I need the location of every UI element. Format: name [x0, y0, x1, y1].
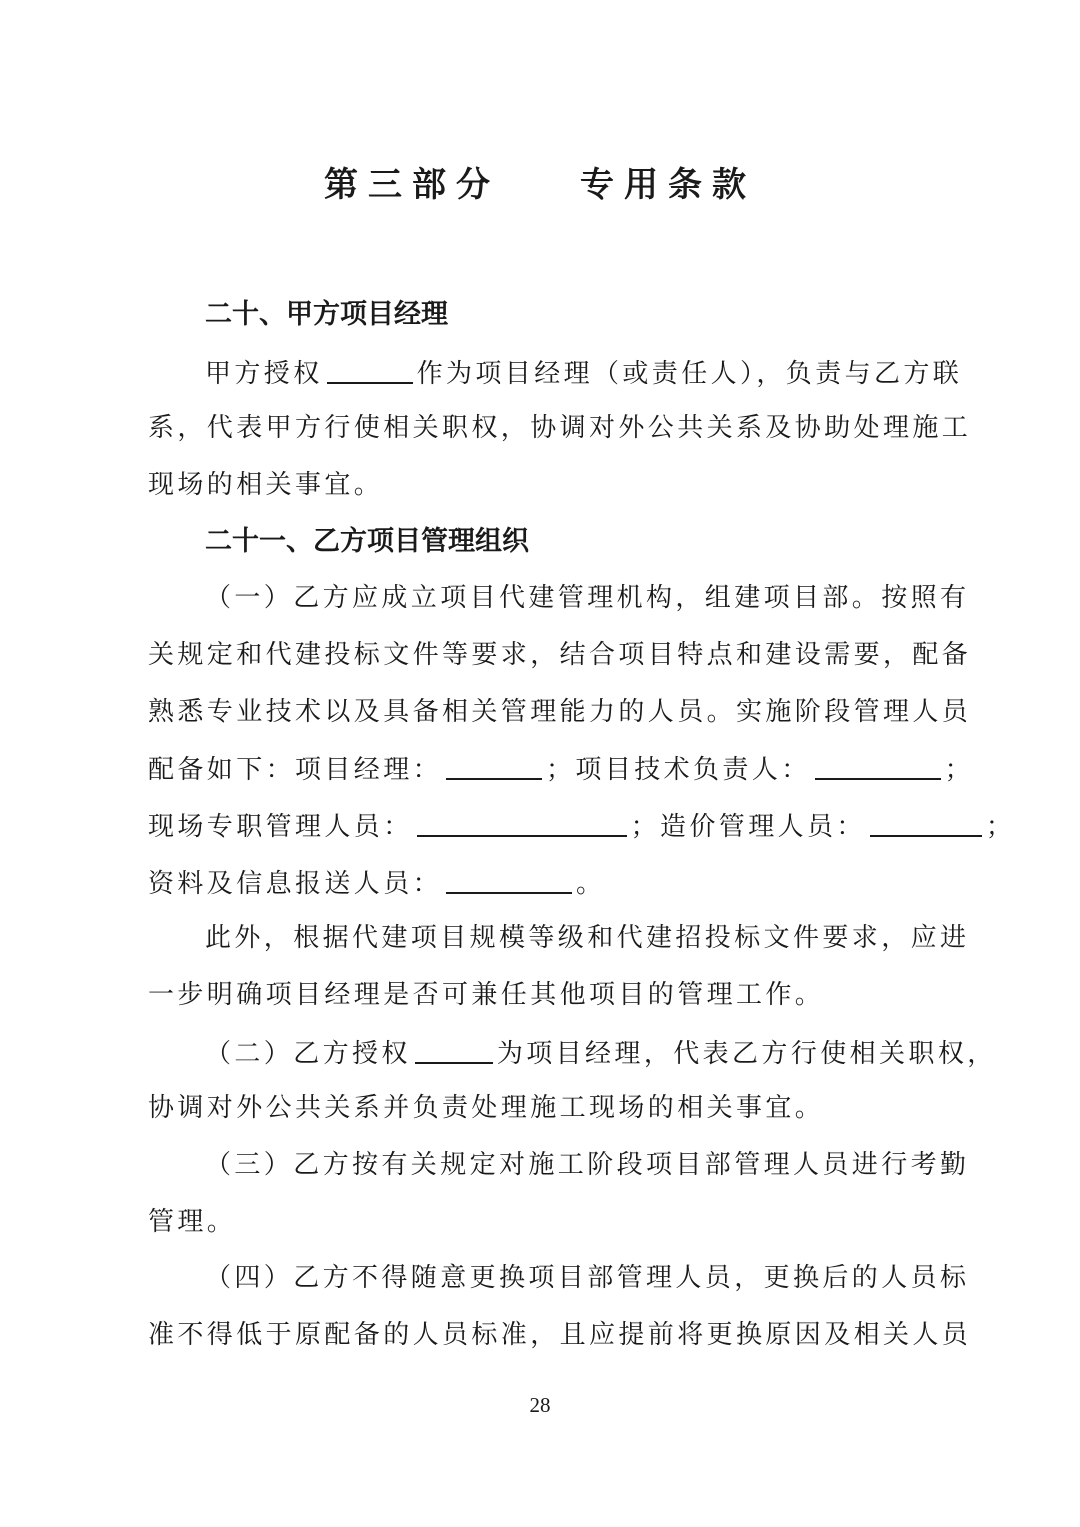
- item-1-line-6: 资料及信息报送人员： 。: [148, 862, 960, 902]
- contractor-manager-blank: [415, 1032, 493, 1064]
- extra-line-2: 一步明确项目经理是否可兼任其他项目的管理工作。: [148, 980, 825, 1010]
- page-number: 28: [529, 1393, 551, 1417]
- section-20-line-3: 现场的相关事宜。: [148, 470, 384, 500]
- page-title: [0, 160, 1080, 210]
- item-1-line-2: 关规定和代建投标文件等要求，结合项目特点和建设需要，配备: [148, 640, 972, 670]
- info-staff-blank: [446, 862, 572, 894]
- section-20-line-1: 甲方授权 作为项目经理（或责任人），负责与乙方联: [205, 352, 960, 392]
- part-title-left: 第三部分: [324, 165, 500, 205]
- extra-line-1: 此外，根据代建项目规模等级和代建招投标文件要求，应进: [205, 923, 970, 953]
- tech-lead-blank: [815, 748, 941, 780]
- item-4-line-2: 准不得低于原配备的人员标准，且应提前将更换原因及相关人员: [148, 1320, 972, 1350]
- item-1-line-3: 熟悉专业技术以及具备相关管理能力的人员。实施阶段管理人员: [148, 697, 972, 727]
- item-1-line-4: 配备如下：项目经理： ；项目技术负责人： ；: [148, 748, 960, 788]
- site-staff-blank: [417, 805, 627, 837]
- part-title-right: 专用条款: [580, 165, 756, 205]
- item-2-line-2: 协调对外公共关系并负责处理施工现场的相关事宜。: [148, 1093, 825, 1123]
- item-1-line-1: （一）乙方应成立项目代建管理机构，组建项目部。按照有: [205, 583, 970, 613]
- item-1-line-5: 现场专职管理人员： ；造价管理人员： ；: [148, 805, 960, 845]
- section-20-heading: 二十、甲方项目经理: [205, 299, 448, 330]
- cost-staff-blank: [870, 805, 982, 837]
- section-20-line-2: 系，代表甲方行使相关职权，协调对外公共关系及协助处理施工: [148, 413, 972, 443]
- item-2-line-1: （二）乙方授权 为项目经理，代表乙方行使相关职权，: [205, 1032, 960, 1072]
- section-21-heading: 二十一、乙方项目管理组织: [205, 526, 529, 557]
- item-4-line-1: （四）乙方不得随意更换项目部管理人员，更换后的人员标: [205, 1263, 970, 1293]
- item-3-line-2: 管理。: [148, 1207, 237, 1237]
- item-3-line-1: （三）乙方按有关规定对施工阶段项目部管理人员进行考勤: [205, 1150, 970, 1180]
- manager-blank: [327, 352, 413, 384]
- project-manager-blank: [446, 748, 542, 780]
